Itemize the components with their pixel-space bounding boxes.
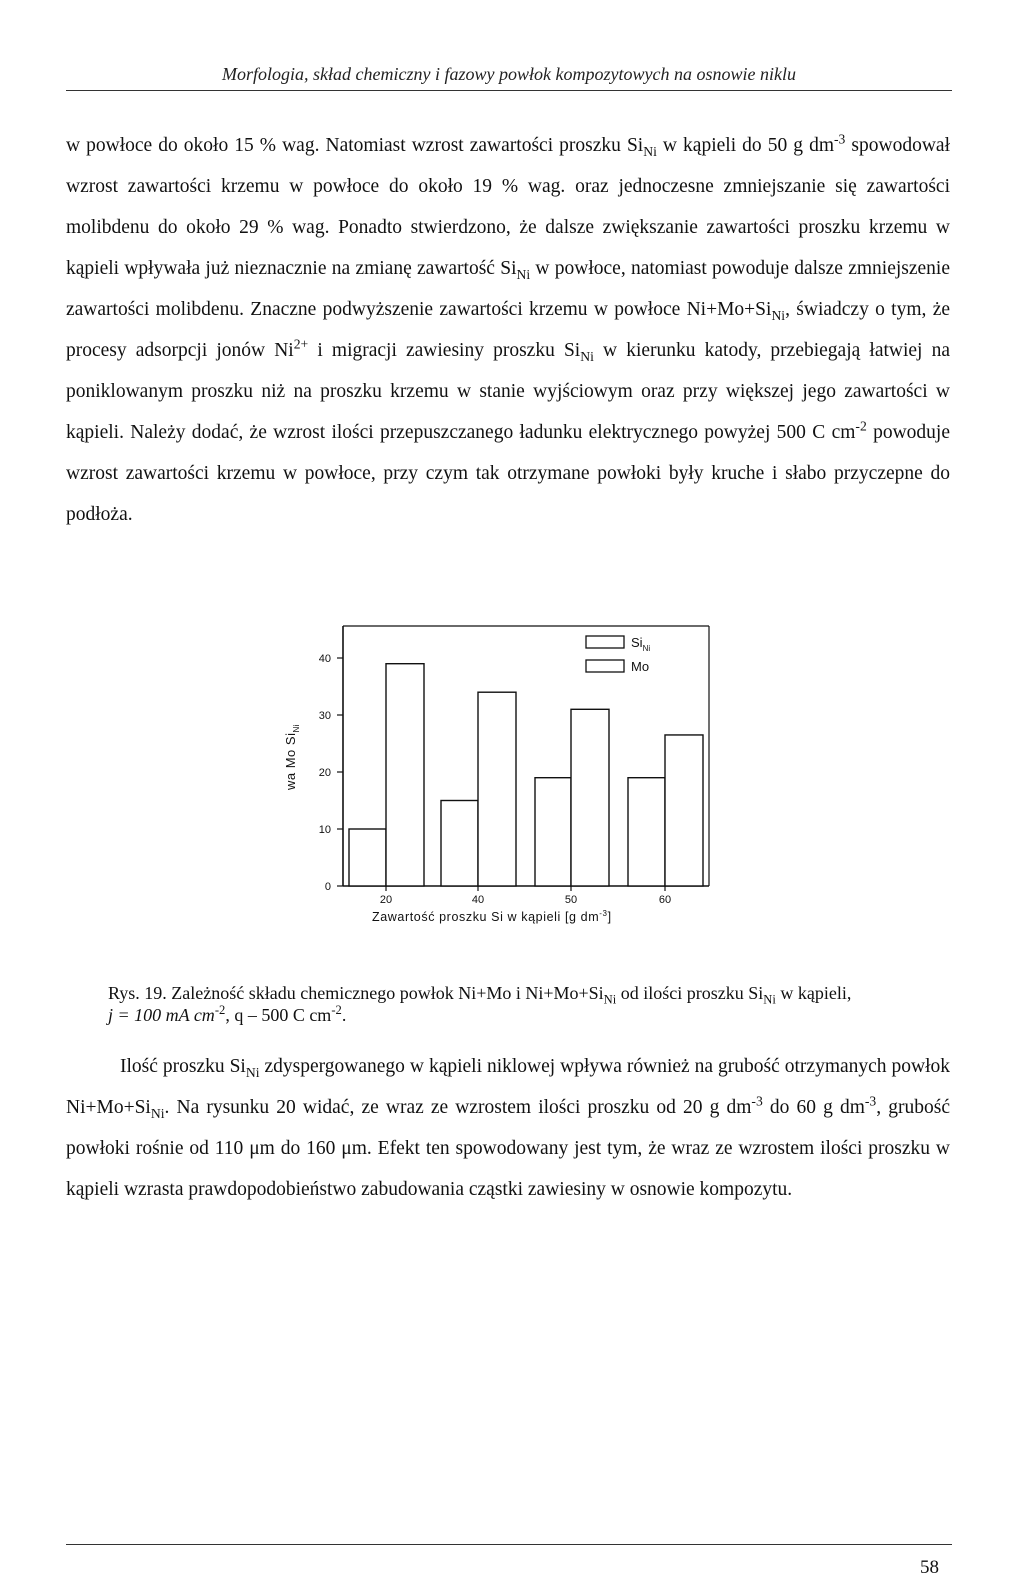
bar-mo — [665, 735, 703, 886]
y-tick-label: 40 — [318, 653, 331, 665]
x-tick-label: 60 — [658, 894, 672, 906]
p2-text-e: powoduje wzrost zawartości krzemu w powłoce, przy czym tak otrzymane powłoki były kruche i słabo przyczepne do podłoża. — [66, 422, 951, 525]
x-tick-label: 40 — [471, 894, 485, 906]
p2-text-d: w kierunku katody, przebiegają łatwiej na poniklowanym proszku niż na proszku krzemu w stanie wyjściowym oraz przy większej jego zawartości w kąpieli. Należy dodać, że wzrost ilości przepuszczanego ładunku elektrycznego powyżej 500 C cm — [66, 340, 950, 443]
p1-sup-a: -3 — [834, 131, 846, 147]
y-tick-label: 0 — [324, 881, 331, 893]
p2-sub-b: Ni — [580, 348, 594, 364]
bar-si — [628, 778, 665, 886]
p3-text-d: do 60 g dm — [762, 1097, 865, 1118]
footer-rule — [66, 1544, 952, 1545]
y-tick-label: 20 — [318, 767, 331, 779]
p1-text-d: spowodował wzrost zawartości krzemu w powłoce do około 19 % wag. oraz jednoczesne zmniejszanie się zawartości molibdenu do około 29 % wag. Ponadto stwierdzono, że dalsze zwiększanie zawartości proszku krzemu w kąpieli wpływała już nieznacznie na zmianę zawartość Si — [66, 135, 950, 279]
p1-sub-b: Ni — [516, 266, 531, 282]
caption-text-e: , q – 500 C cm — [225, 1005, 332, 1025]
legend-label-si: $Si_{Ni}$ — [631, 635, 651, 653]
legend-swatch-mo — [586, 660, 624, 672]
legend-label-mo: Mo — [631, 659, 650, 674]
page-number: 58 — [920, 1557, 939, 1578]
p1-text-a: w powłoce do około 15 % wag. Natomiast wzrost zawartości proszku Si — [66, 135, 644, 156]
p3-sub-a: Ni — [245, 1064, 260, 1080]
caption-text-b: od ilości proszku Si — [616, 983, 764, 1003]
y-axis-label-main: wa Mo Si — [283, 732, 298, 790]
bar-si — [441, 801, 478, 887]
p3-text-e: , grubość powłoki rośnie od 110 μm do 160 μm. Efekt ten spowodowany jest tym, że wraz ze wzrostem ilości proszku w kąpieli wzrasta prawdopodobieństwo zabudowania cząstki zawiesiny w osnowie kompozytu. — [66, 1097, 950, 1200]
p2-sub-a: Ni — [771, 307, 786, 323]
x-tick-label: 20 — [379, 894, 393, 906]
p3-sup-a: -3 — [751, 1093, 763, 1109]
p3-text-b: zdyspergowanego w kąpieli niklowej wpływa również na grubość otrzymanych powłok Ni+Mo+Si — [66, 1056, 951, 1118]
caption-text-d: j = 100 mA cm — [108, 1005, 215, 1025]
caption-text-c: w kąpieli, — [775, 983, 852, 1003]
caption-text-a: Rys. 19. Zależność składu chemicznego powłok Ni+Mo i Ni+Mo+Si — [108, 983, 604, 1003]
x-axis-label-end: ] — [607, 910, 612, 924]
bar-si — [349, 829, 386, 886]
p2-text-b: , świadczy o tym, że procesy adsorpcji jonów Ni — [66, 299, 951, 361]
p3-sup-b: -3 — [864, 1093, 877, 1109]
p1-text-e: w powłoce, natomiast powoduje dalsze zmniejszenie zawartości molibdenu. — [66, 258, 950, 320]
p2-sup-b: -2 — [855, 418, 867, 434]
paragraph-3 — [66, 1046, 950, 1210]
p3-sub-b: Ni — [150, 1105, 165, 1121]
caption-sup-a: -2 — [214, 1003, 226, 1017]
legend-label-si-sub: Ni — [642, 644, 651, 653]
caption-text-f: . — [341, 1005, 347, 1025]
y-tick-label: 10 — [318, 824, 331, 836]
p3-text-c: . Na rysunku 20 widać, ze wraz ze wzrostem ilości proszku od 20 g dm — [164, 1097, 752, 1118]
x-tick-label: 50 — [564, 894, 578, 906]
x-axis-label-sup: -3 — [599, 909, 608, 918]
bar-mo — [478, 692, 516, 886]
caption-sub-a: Ni — [603, 992, 617, 1007]
y-axis-label — [283, 724, 301, 791]
running-header: Morfologia, skład chemiczny i fazowy powłok kompozytowych na osnowie niklu — [222, 64, 796, 84]
caption-sup-b: -2 — [331, 1003, 342, 1017]
p1-text-b: w kąpieli do 50 g — [656, 135, 804, 156]
figure-caption — [108, 982, 950, 1026]
p2-text-c: i migracji zawiesiny proszku Si — [308, 340, 581, 361]
bar-mo — [571, 709, 609, 886]
p1-text-c: dm — [809, 135, 834, 156]
bar-si — [535, 778, 571, 886]
x-axis-label: Zawartość proszku Si w kąpieli [g $dm^{-3}$] — [372, 909, 612, 924]
p3-text-a: Ilość proszku Si — [120, 1056, 246, 1077]
bar-mo — [386, 664, 424, 886]
y-tick-label: 30 — [318, 710, 331, 722]
p2-sup-a: 2+ — [293, 336, 309, 352]
legend-swatch-si — [586, 636, 624, 648]
p2-text-a: Znaczne podwyższenie zawartości krzemu w powłoce Ni+Mo+Si — [250, 299, 772, 320]
y-axis-label-sub: Ni — [292, 723, 301, 733]
p1-sub-a: Ni — [643, 143, 657, 159]
caption-sub-b: Ni — [763, 992, 776, 1007]
